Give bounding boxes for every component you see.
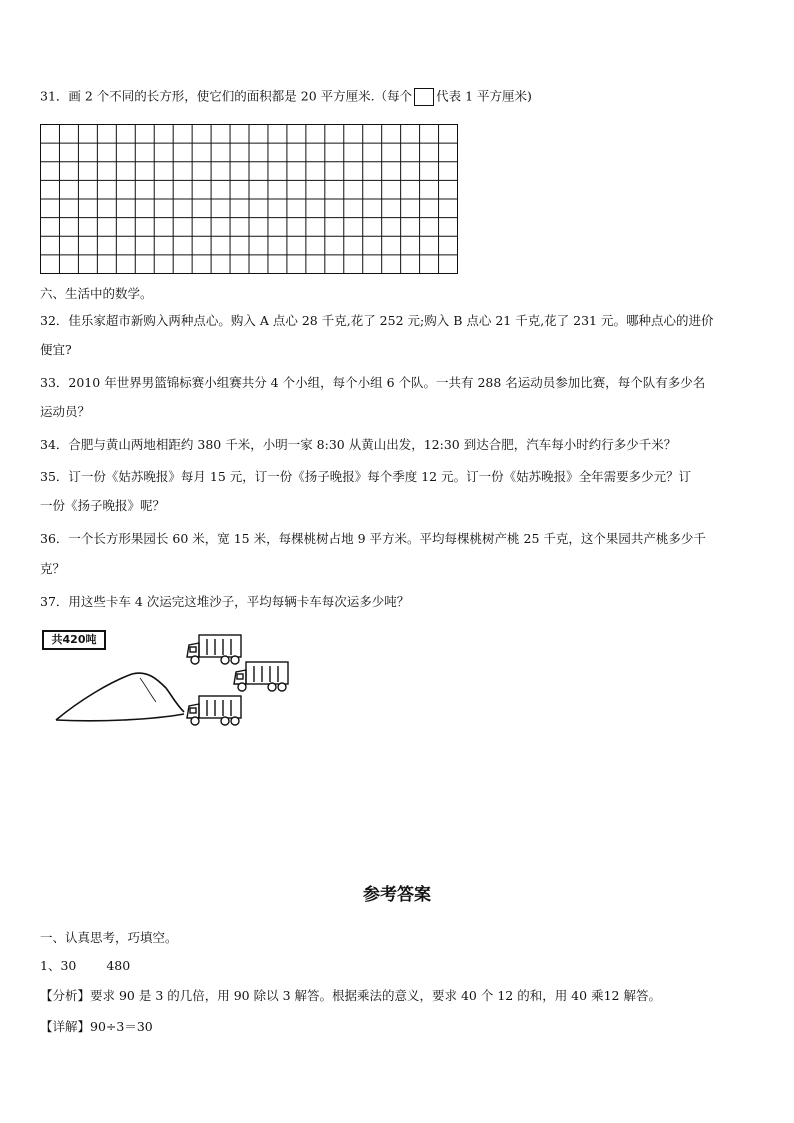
question-32-line2: 便宜? bbox=[40, 342, 72, 357]
question-36-line1: 36．一个长方形果园长 60 米，宽 15 米，每棵桃树占地 9 平方米。平均每棵桃树产桃 25 千克，这个果园共产桃多少千 bbox=[40, 531, 706, 546]
unit-square-icon bbox=[414, 88, 434, 106]
answer-1-number: 1、30 bbox=[40, 958, 77, 973]
question-36-line2: 克？ bbox=[40, 561, 66, 576]
total-weight-sign: 共420吨 bbox=[42, 630, 106, 650]
question-33-line2: 运动员？ bbox=[40, 404, 91, 419]
answer-1-value: 480 bbox=[106, 958, 131, 973]
question-31-unit-text: 代表 1 平方厘米) bbox=[436, 88, 532, 104]
question-32-line1: 32．佳乐家超市新购入两种点心。购入 A 点心 28 千克,花了 252 元;购入 B 点心 21 千克,花了 231 元。哪种点心的进价 bbox=[40, 313, 714, 328]
question-31-text: 31．画 2 个不同的长方形，使它们的面积都是 20 平方厘米.（每个 bbox=[40, 88, 413, 104]
question-34-line1: 34．合肥与黄山两地相距约 380 千米，小明一家 8:30 从黄山出发，12:30 到达合肥，汽车每小时约行多少千米？ bbox=[40, 437, 677, 452]
question-33-line1: 33．2010 年世界男篮锦标赛小组赛共分 4 个小组，每个小组 6 个队。一共有 288 名运动员参加比赛，每个队有多少名 bbox=[40, 375, 706, 390]
question-31 bbox=[40, 88, 532, 106]
question-37-line1: 37．用这些卡车 4 次运完这堆沙子，平均每辆卡车每次运多少吨？ bbox=[40, 594, 410, 609]
section-6-title: 六、生活中的数学。 bbox=[40, 286, 153, 301]
answer-1 bbox=[40, 958, 130, 974]
answer-1-detail: 【详解】90÷3＝30 bbox=[40, 1019, 153, 1034]
answers-section-1-title: 一、认真思考，巧填空。 bbox=[40, 930, 178, 945]
sand-pile-icon bbox=[56, 673, 184, 721]
truck-icon bbox=[187, 696, 241, 725]
question-35-line2: 一份《扬子晚报》呢？ bbox=[40, 498, 166, 513]
sand-and-trucks-illustration bbox=[40, 630, 310, 735]
truck-icon bbox=[234, 662, 288, 691]
truck-icon bbox=[187, 635, 241, 664]
answer-1-analysis: 【分析】要求 90 是 3 的几倍，用 90 除以 3 解答。根据乘法的意义，要求 40 个 12 的和，用 40 乘12 解答。 bbox=[40, 988, 661, 1003]
drawing-grid bbox=[40, 124, 458, 274]
question-35-line1: 35．订一份《姑苏晚报》每月 15 元，订一份《扬子晚报》每个季度 12 元。订一份《姑苏晚报》全年需要多少元？订 bbox=[40, 469, 692, 484]
answers-heading: 参考答案 bbox=[363, 885, 431, 905]
